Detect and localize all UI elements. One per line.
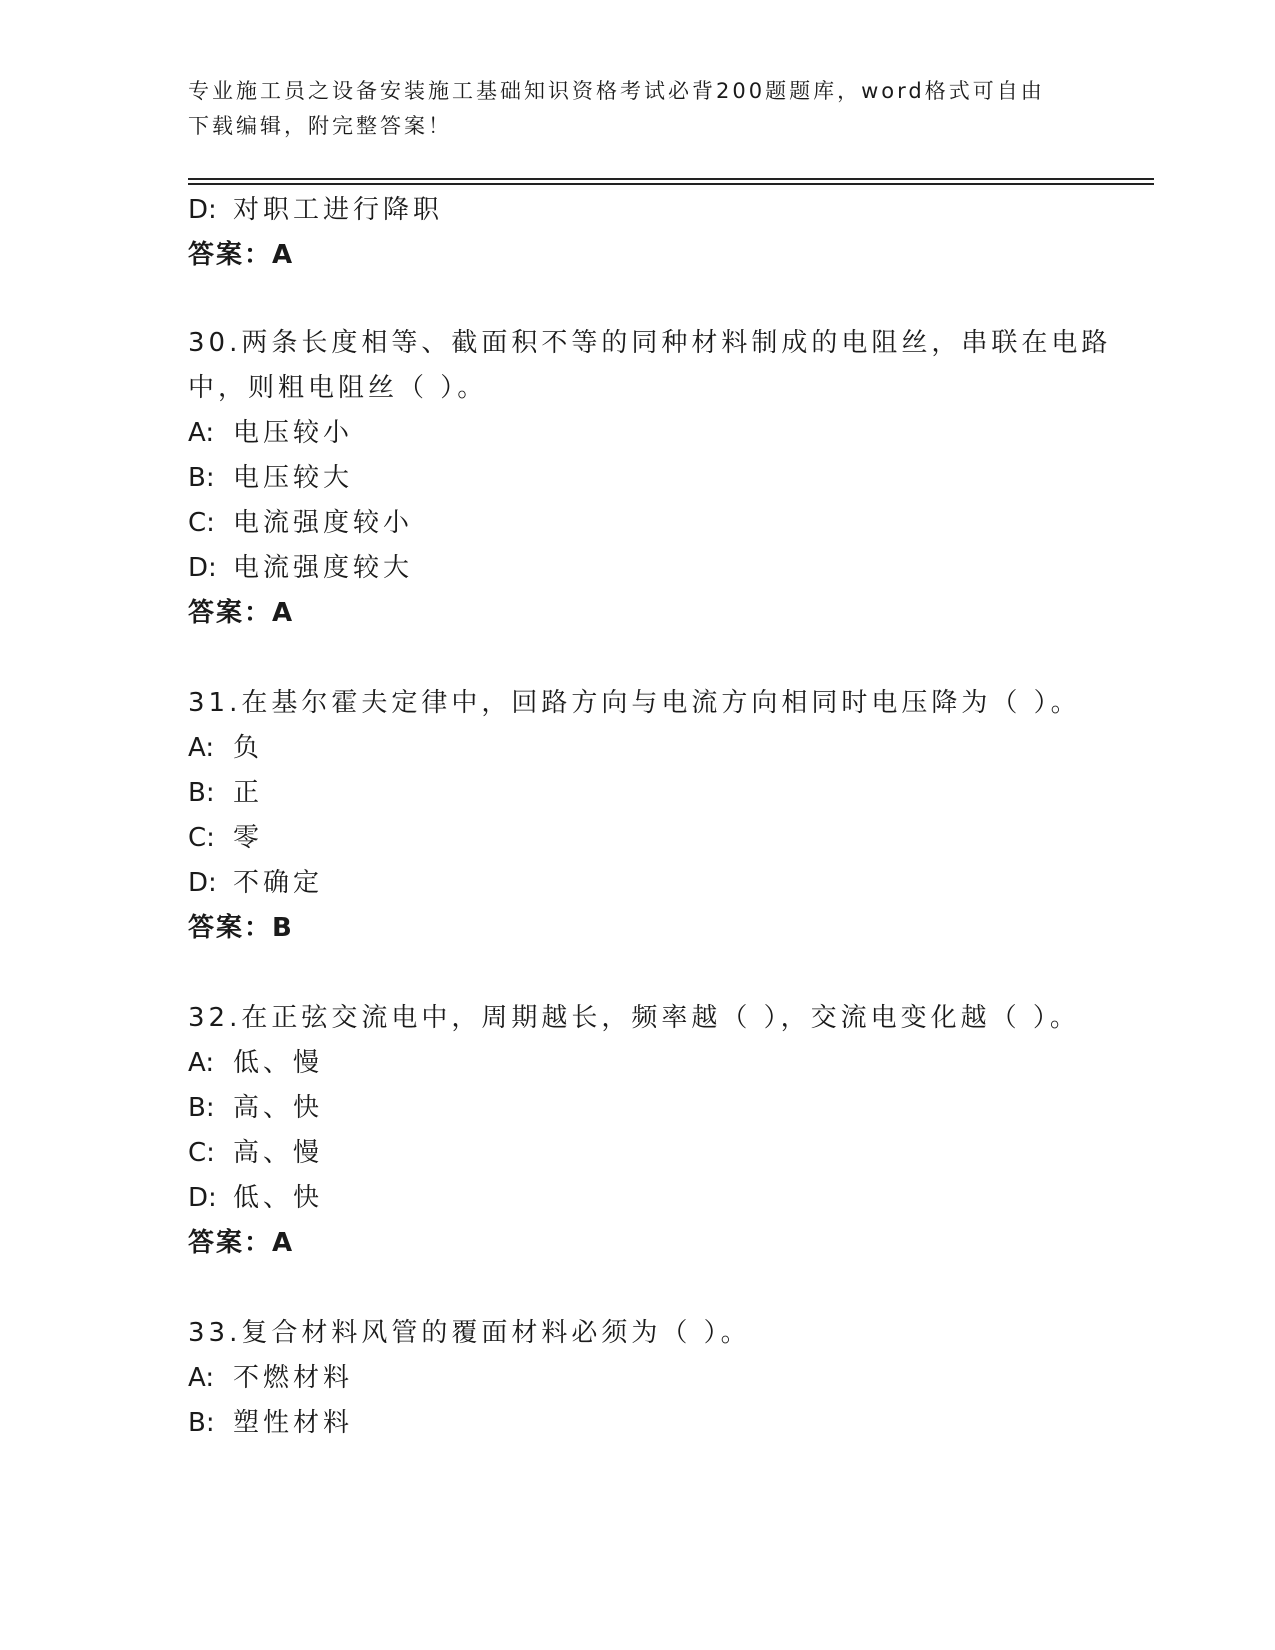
option-a [188, 418, 353, 448]
question-text: 31.在基尔霍夫定律中，回路方向与电流方向相同时电压降为（ ）。 [188, 688, 1081, 718]
option-d [188, 553, 413, 583]
option-text: 零 [233, 823, 264, 853]
option-b [188, 1093, 323, 1123]
option-a [188, 1048, 323, 1078]
option-text: 电压较小 [233, 418, 354, 448]
answer-line: 答案：A [188, 1228, 295, 1258]
option-letter: A: [188, 1048, 215, 1078]
option-c [188, 1138, 323, 1168]
option-letter: D: [188, 553, 217, 583]
answer-line: 答案：A [188, 598, 295, 628]
document-header [188, 74, 1088, 144]
option-b [188, 463, 353, 493]
option-text: 负 [233, 733, 264, 763]
option-c [188, 823, 263, 853]
answer-line: 答案：B [188, 913, 294, 943]
option-letter: B: [188, 1408, 215, 1438]
option-text: 不确定 [233, 868, 324, 898]
option-letter: C: [188, 823, 215, 853]
option-text: 电流强度较大 [233, 553, 414, 583]
header-line-1: 专业施工员之设备安装施工基础知识资格考试必背200题题库，word格式可自由 [188, 79, 1045, 103]
option-text: 不燃材料 [233, 1363, 354, 1393]
question-text-continued: 中，则粗电阻丝（ ）。 [188, 373, 488, 403]
option-letter: C: [188, 1138, 215, 1168]
header-rule-top [188, 178, 1154, 180]
question-text: 33.复合材料风管的覆面材料必须为（ ）。 [188, 1318, 751, 1348]
option-a [188, 1363, 353, 1393]
question-text: 32.在正弦交流电中，周期越长，频率越（ ），交流电变化越（ ）。 [188, 1003, 1080, 1033]
option-letter: A: [188, 418, 215, 448]
option-letter: B: [188, 463, 215, 493]
option-text: 正 [233, 778, 264, 808]
header-line-2: 下载编辑，附完整答案！ [188, 114, 452, 138]
header-rule-bottom [188, 183, 1154, 185]
option-letter: D: [188, 868, 217, 898]
option-b [188, 1408, 353, 1438]
option-text: 电压较大 [233, 463, 354, 493]
answer-line: 答案：A [188, 240, 295, 270]
option-text: 塑性材料 [233, 1408, 354, 1438]
option-d [188, 195, 443, 225]
option-letter: C: [188, 508, 215, 538]
option-d [188, 1183, 323, 1213]
option-text: 高、快 [233, 1093, 324, 1123]
option-text: 电流强度较小 [233, 508, 414, 538]
option-a [188, 733, 263, 763]
option-c [188, 508, 413, 538]
option-letter: A: [188, 733, 215, 763]
option-letter: D: [188, 1183, 217, 1213]
question-text: 30.两条长度相等、截面积不等的同种材料制成的电阻丝，串联在电路 [188, 328, 1112, 358]
option-b [188, 778, 263, 808]
option-text: 对职工进行降职 [233, 195, 444, 225]
option-text: 高、慢 [233, 1138, 324, 1168]
option-text: 低、慢 [233, 1048, 324, 1078]
option-letter: B: [188, 1093, 215, 1123]
option-d [188, 868, 323, 898]
option-letter: A: [188, 1363, 215, 1393]
option-letter: B: [188, 778, 215, 808]
option-text: 低、快 [233, 1183, 324, 1213]
option-letter: D: [188, 195, 217, 225]
